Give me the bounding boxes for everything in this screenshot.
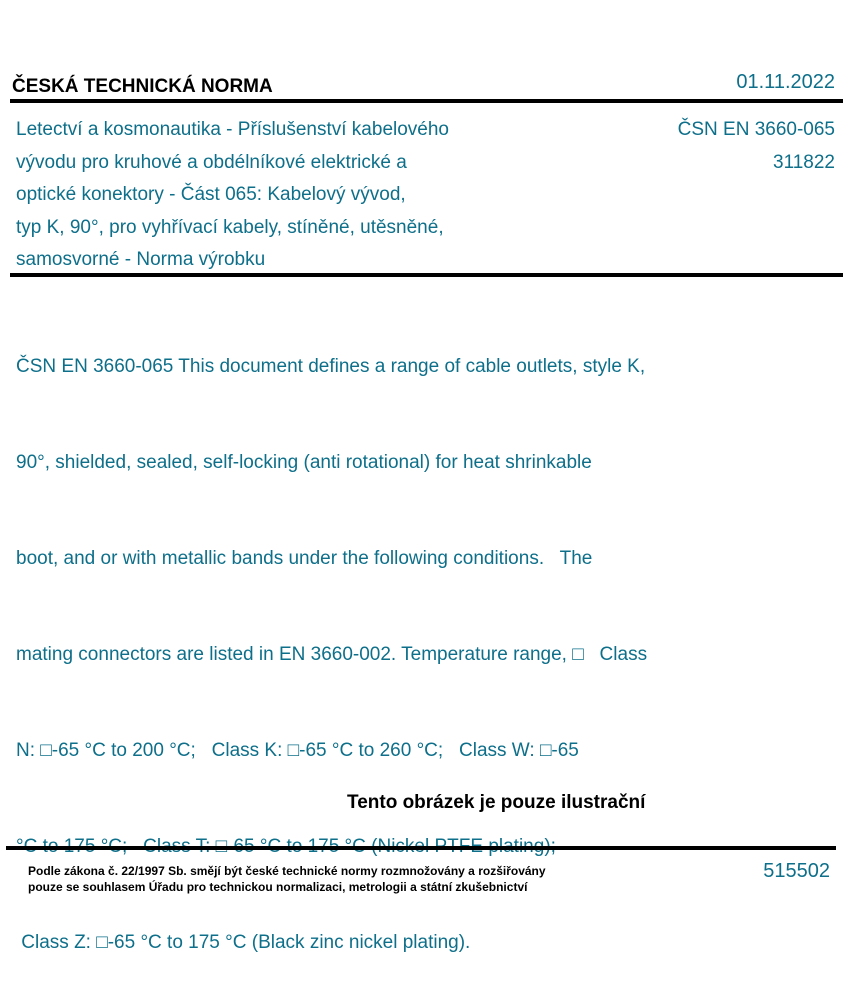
catalog-number: 515502 [763, 860, 830, 882]
title-divider [10, 273, 843, 277]
description-line: Class Z: □-65 °C to 175 °C (Black zinc nickel plating). [16, 932, 471, 953]
standard-title-line: optické konektory - Část 065: Kabelový vývod, [16, 184, 406, 205]
description-line: N: □-65 °C to 200 °C; Class K: □-65 °C to 260 °C; Class W: □-65 [16, 740, 579, 761]
copyright-note-line: Podle zákona č. 22/1997 Sb. smějí být české technické normy rozmnožovány a rozšiřovány [28, 864, 546, 878]
standard-title-line: samosvorné - Norma výrobku [16, 249, 266, 270]
document-type-title: ČESKÁ TECHNICKÁ NORMA [12, 76, 273, 97]
copyright-note-line: pouze se souhlasem Úřadu pro technickou normalizaci, metrologii a státní zkušebnictví [28, 880, 528, 894]
description-line: boot, and or with metallic bands under the following conditions. The [16, 548, 593, 569]
description-line: mating connectors are listed in EN 3660-002. Temperature range, □ Class [16, 644, 648, 665]
class-number: 311822 [773, 151, 835, 173]
standard-title-line: vývodu pro kruhové a obdélníkové elektrické a [16, 151, 407, 173]
description-line: ČSN EN 3660-065 This document defines a range of cable outlets, style K, [16, 356, 646, 377]
standard-title-line: Letectví a kosmonautika - Příslušenství kabelového [16, 119, 450, 140]
publication-date: 01.11.2022 [736, 71, 835, 93]
description-line: 90°, shielded, sealed, self-locking (anti rotational) for heat shrinkable [16, 452, 592, 473]
footer-divider [6, 846, 836, 850]
header-divider [10, 99, 843, 103]
standard-code: ČSN EN 3660-065 [677, 119, 835, 140]
copyright-note [28, 863, 546, 895]
illustration-note: Tento obrázek je pouze ilustrační [347, 792, 646, 813]
standard-identifiers [678, 114, 835, 179]
standard-title-line: typ K, 90°, pro vyhřívací kabely, stíněné, utěsněné, [16, 216, 444, 238]
standard-title [16, 114, 556, 277]
